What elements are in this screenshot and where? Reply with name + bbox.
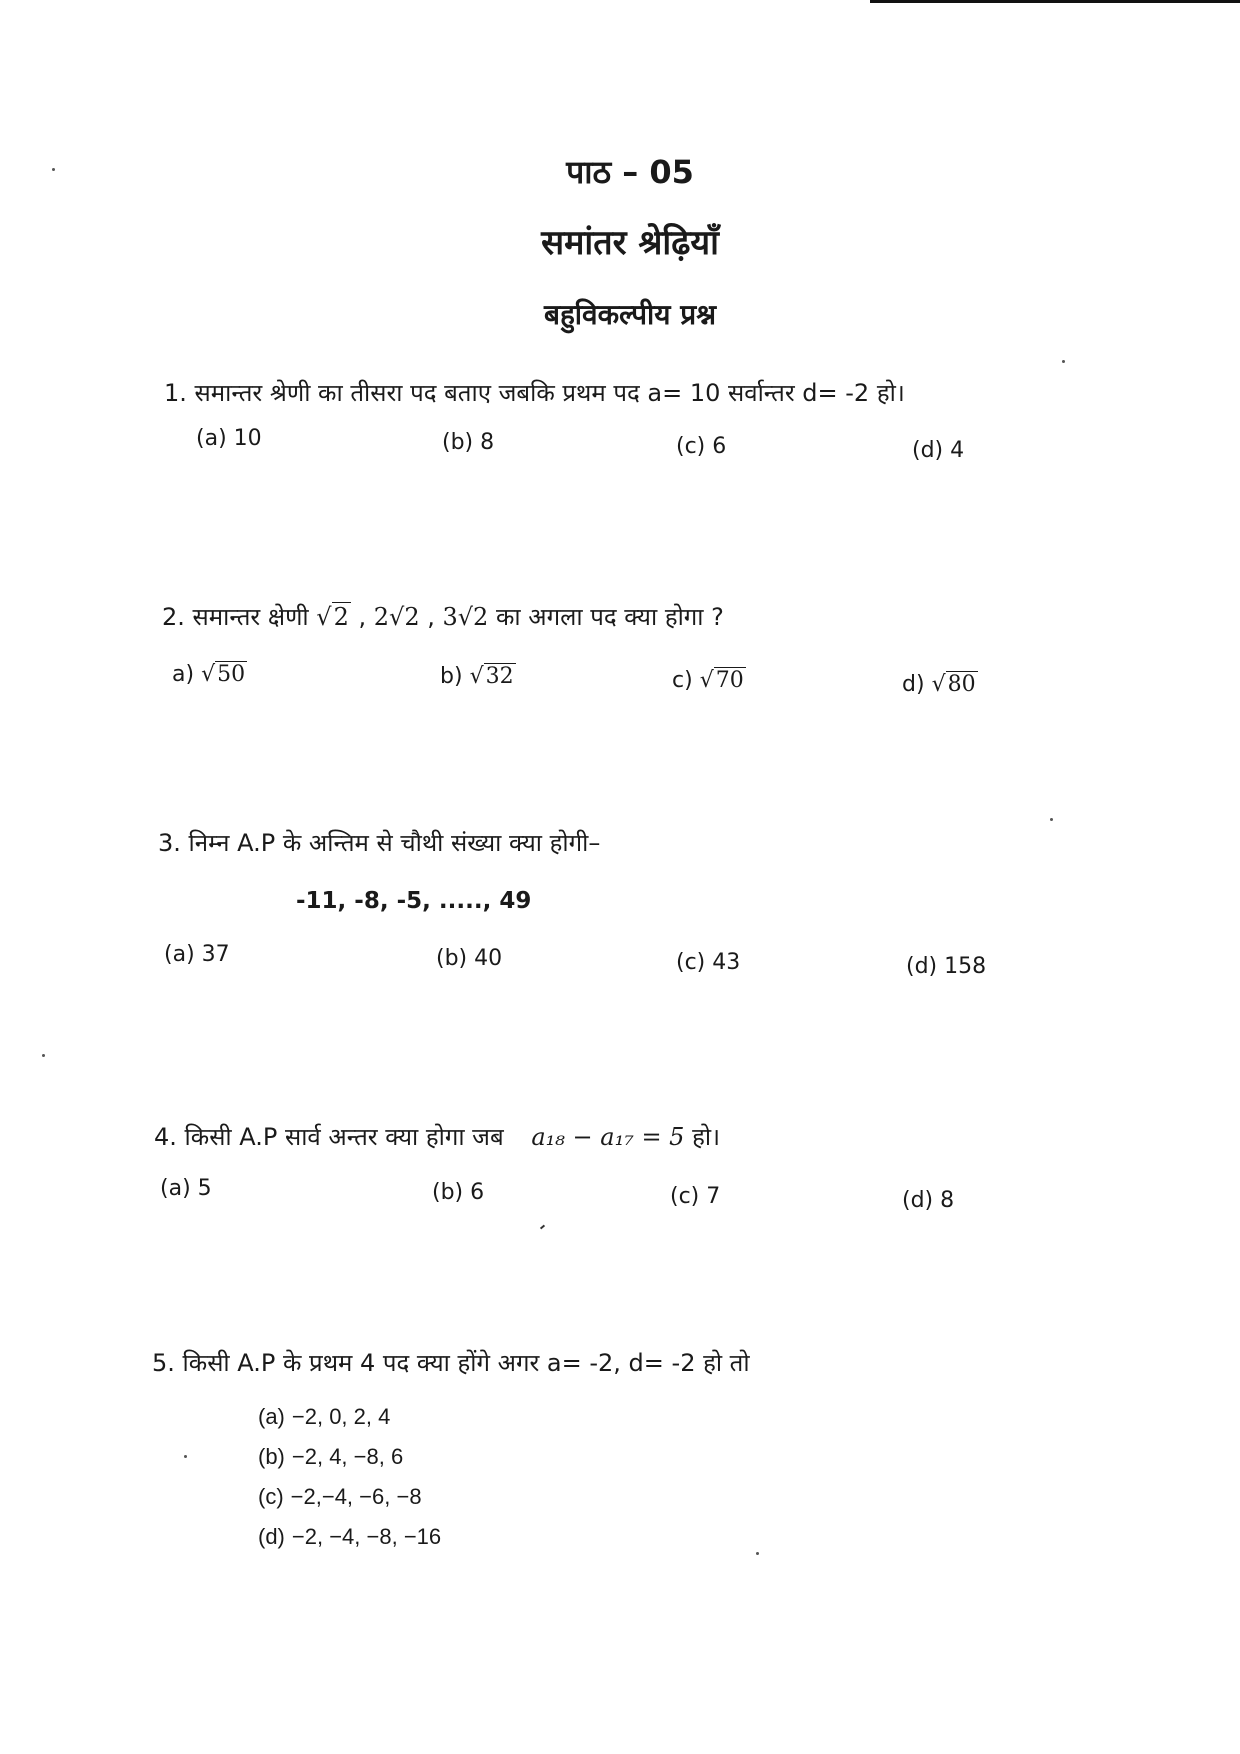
- sequence: -11, -8, -5, ....., 49: [296, 888, 532, 914]
- option-d: (d) 4: [912, 438, 965, 463]
- option-a: (a) 10: [196, 426, 262, 451]
- option-a: (a) 37: [164, 942, 230, 967]
- question-text: किसी A.P सार्व अन्तर क्या होगा जब: [184, 1123, 504, 1151]
- section-heading: बहुविकल्पीय प्रश्न: [543, 298, 717, 331]
- term-2: 2√2: [373, 603, 420, 631]
- question-5: [152, 1346, 750, 1379]
- question-number: 4.: [154, 1123, 177, 1151]
- option-a: (a) −2, 0, 2, 4: [258, 1404, 391, 1429]
- option-a: (a) 5: [160, 1176, 212, 1201]
- option-d: d) √80: [902, 672, 976, 697]
- chapter-title: समांतर श्रेढ़ियाँ: [541, 223, 719, 263]
- question-number: 5.: [152, 1349, 175, 1377]
- scan-edge-line: [870, 0, 1240, 3]
- option-b: (b) −2, 4, −8, 6: [258, 1444, 404, 1469]
- option-b: (b) 6: [432, 1180, 485, 1205]
- option-c: (c) 6: [676, 434, 727, 459]
- term-1: √2: [316, 603, 349, 631]
- term-3: 3√2: [442, 603, 489, 631]
- option-b: (b) 8: [442, 430, 495, 455]
- question-text-end: का अगला पद क्या होगा ?: [495, 603, 724, 631]
- question-text: समान्तर क्षेणी: [192, 603, 309, 631]
- option-c: (c) 7: [670, 1184, 721, 1209]
- question-text-end: हो।: [692, 1123, 721, 1151]
- option-a: a) √50: [172, 662, 246, 687]
- option-d: (d) 8: [902, 1188, 955, 1213]
- option-c: (c) −2,−4, −6, −8: [258, 1484, 422, 1509]
- chapter-number: पाठ – 05: [566, 153, 694, 191]
- option-d: (d) 158: [906, 954, 987, 979]
- question-2: 2. समान्तर क्षेणी √2 , 2√2 , 3√2 का अगला पद क्या होगा ?: [162, 603, 724, 631]
- question-1: [164, 376, 905, 409]
- scan-speck: [184, 1455, 187, 1458]
- scan-speck: [1050, 818, 1053, 821]
- scan-speck: [756, 1552, 759, 1555]
- pen-mark: [540, 1225, 545, 1230]
- question-number: 1.: [164, 379, 187, 407]
- question-text: किसी A.P के प्रथम 4 पद क्या होंगे अगर a= -2, d= -2 हो तो: [182, 1349, 750, 1377]
- question-number: 3.: [158, 829, 181, 857]
- scan-speck: [1062, 360, 1065, 363]
- difference-equation: a₁₈ − a₁₇ = 5: [531, 1123, 685, 1151]
- option-c: c) √70: [672, 668, 744, 693]
- question-4: [154, 1120, 720, 1153]
- question-3: [158, 826, 600, 859]
- scan-speck: [42, 1054, 45, 1057]
- question-text: निम्न A.P के अन्तिम से चौथी संख्या क्या होगी–: [188, 829, 601, 857]
- question-text: समान्तर श्रेणी का तीसरा पद बताए जबकि प्रथम पद: [194, 379, 640, 407]
- question-number: 2.: [162, 603, 185, 631]
- option-d: (d) −2, −4, −8, −16: [258, 1524, 442, 1549]
- option-b: (b) 40: [436, 946, 503, 971]
- option-c: (c) 43: [676, 950, 741, 975]
- option-b: b) √32: [440, 664, 514, 689]
- question-text-given: a= 10 सर्वान्तर d= -2 हो।: [647, 379, 905, 407]
